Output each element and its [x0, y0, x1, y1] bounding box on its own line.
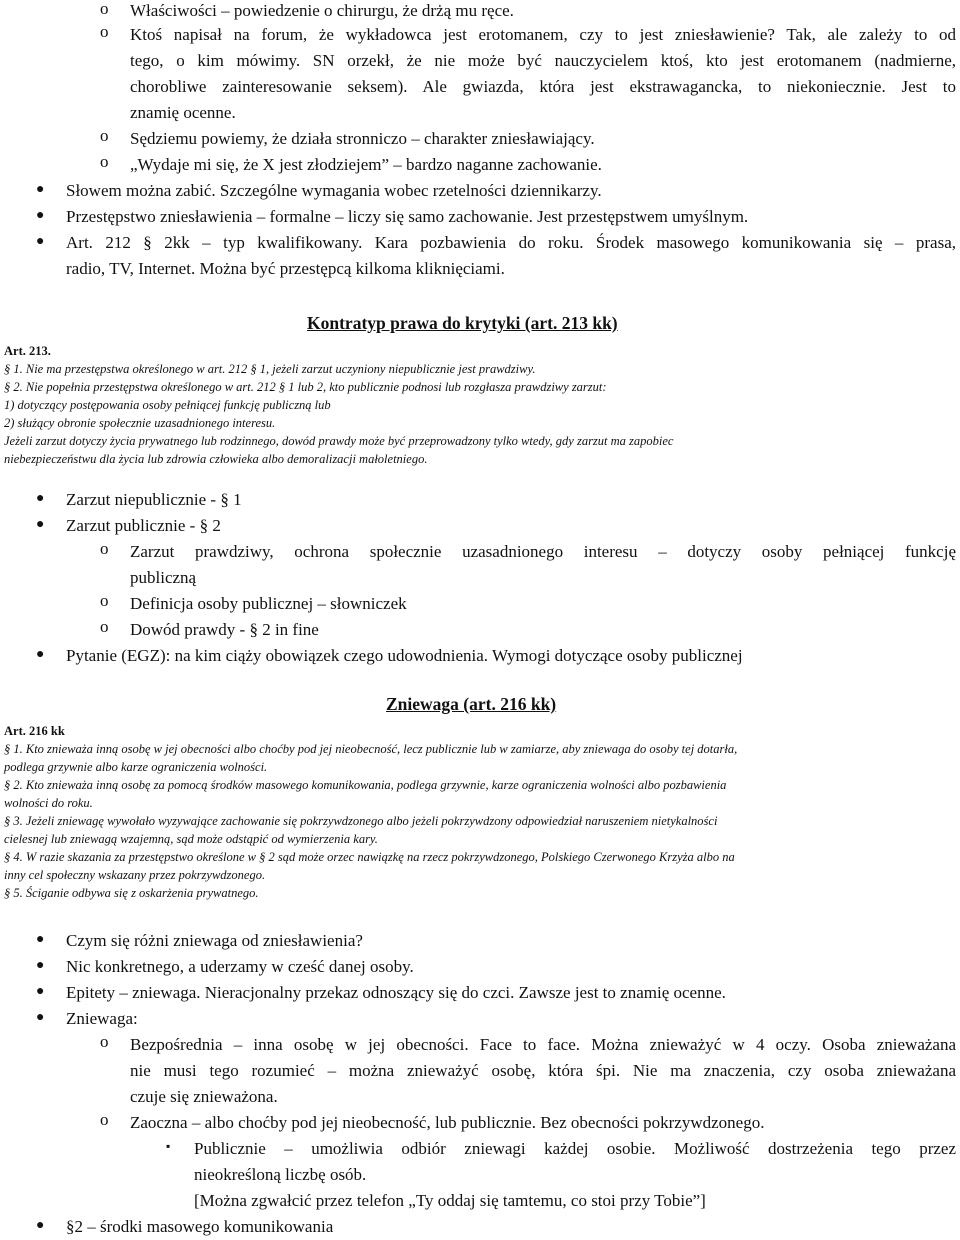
circle-bullet: o: [100, 126, 109, 145]
list-item: Zaoczna – albo choćby pod jej nieobecność, lub publicznie. Bez obecności pokrzywdzonego.: [130, 1113, 765, 1132]
circle-bullet: o: [100, 152, 109, 171]
statute-text: 2) służący obronie społecznie uzasadnionego interesu.: [4, 416, 276, 430]
statute-text: § 3. Jeżeli zniewagę wywołało wyzywające zachowanie się pokrzywdzonego albo jeżeli pokrzywdzony odpowiedział naruszeniem nietykalności: [4, 814, 718, 828]
statute-text: § 1. Kto znieważa inną osobę w jej obecności albo choćby pod jej nieobecność, lecz publicznie lub w zamiarze, aby zniewaga do osoby tej dotarła,: [4, 742, 738, 756]
list-item: Zarzut prawdziwy, ochrona społecznie uzasadnionego interesu – dotyczy osoby pełniącej funkcję: [130, 542, 956, 561]
circle-bullet: o: [100, 22, 109, 41]
list-item: Publicznie – umożliwia odbiór zniewagi każdej osobie. Możliwość dostrzeżenia tego przez: [194, 1139, 956, 1158]
bullet: ●: [36, 647, 45, 662]
statute-text: § 2. Kto znieważa inną osobę za pomocą środków masowego komunikowania, podlega grzywnie, karze ograniczenia wolności albo pozbawienia: [4, 778, 727, 792]
list-item-line: czuje się znieważona.: [130, 1087, 278, 1106]
list-item: Zniewaga:: [66, 1009, 138, 1028]
list-item-line: tego, o kim mówimy. SN orzekł, że nie może być nauczycielem ktoś, kto jest erotomanem (nadmierne,: [130, 51, 956, 70]
list-item: Właściwości – powiedzenie o chirurgu, że drżą mu ręce.: [130, 1, 514, 20]
bullet: ●: [36, 958, 45, 973]
list-item: Nic konkretnego, a uderzamy w cześć danej osoby.: [66, 957, 414, 976]
statute-text: cielesnej lub zniewagą wzajemną, sąd może odstąpić od wymierzenia kary.: [4, 832, 378, 846]
bullet: ●: [36, 984, 45, 999]
statute-text: inny cel społeczny wskazany przez pokrzywdzonego.: [4, 868, 266, 882]
circle-bullet: o: [100, 1110, 109, 1129]
bullet: ●: [36, 208, 45, 223]
list-item-line: [Można zgwałcić przez telefon „Ty oddaj się tamtemu, co stoi przy Tobie”]: [194, 1191, 706, 1210]
list-item-line: chorobliwe zainteresowanie seksem). Ale gwiazda, która jest ekstrawagancka, to niekoniecznie. Jest to: [130, 77, 956, 96]
statute-text: § 2. Nie popełnia przestępstwa określonego w art. 212 § 1 lub 2, kto publicznie podnosi lub rozgłasza prawdziwy zarzut:: [4, 380, 607, 394]
section-heading: Kontratyp prawa do krytyki (art. 213 kk): [307, 313, 618, 333]
statute-text: 1) dotyczący postępowania osoby pełniącej funkcję publiczną lub: [4, 398, 331, 412]
list-item-line: znamię ocenne.: [130, 103, 236, 122]
list-item: Słowem można zabić. Szczególne wymagania wobec rzetelności dziennikarzy.: [66, 181, 602, 200]
list-item: Ktoś napisał na forum, że wykładowca jest erotomanem, czy to jest zniesławienie? Tak, ale zależy to od: [130, 25, 956, 44]
statute-text: § 1. Nie ma przestępstwa określonego w art. 212 § 1, jeżeli zarzut uczyniony niepublicznie jest prawdziwy.: [4, 362, 536, 376]
section-heading: Zniewaga (art. 216 kk): [386, 694, 557, 714]
list-item: Zarzut publicznie - § 2: [66, 516, 221, 535]
list-item-line: publiczną: [130, 568, 197, 587]
list-item: Sędziemu powiemy, że działa stronniczo – charakter zniesławiający.: [130, 129, 595, 148]
bullet: ●: [36, 932, 45, 947]
circle-bullet: o: [100, 617, 109, 636]
list-item: „Wydaje mi się, że X jest złodziejem” – bardzo naganne zachowanie.: [130, 155, 602, 174]
list-item: Zarzut niepublicznie - § 1: [66, 490, 242, 509]
list-item-line: nie musi tego rozumieć – można znieważyć osobę, która śpi. Nie ma znaczenia, czy osoba znieważana: [130, 1061, 956, 1080]
article-label: Art. 216 kk: [4, 724, 65, 738]
circle-bullet: o: [100, 1032, 109, 1051]
list-item: Art. 212 § 2kk – typ kwalifikowany. Kara pozbawienia do roku. Środek masowego komunikowania się – prasa,: [66, 233, 956, 252]
circle-bullet: o: [100, 591, 109, 610]
statute-text: wolności do roku.: [4, 796, 93, 810]
list-item: Pytanie (EGZ): na kim ciąży obowiązek czego udowodnienia. Wymogi dotyczące osoby publicznej: [66, 646, 743, 665]
statute-text: podlega grzywnie albo karze ograniczenia wolności.: [4, 760, 268, 774]
list-item-line: nieokreśloną liczbę osób.: [194, 1165, 367, 1184]
bullet: ●: [36, 1010, 45, 1025]
statute-text: niebezpieczeństwu dla życia lub zdrowia człowieka albo demoralizacji małoletniego.: [4, 452, 428, 466]
statute-text: § 5. Ściganie odbywa się z oskarżenia prywatnego.: [4, 886, 259, 900]
circle-bullet: o: [100, 539, 109, 558]
statute-text: Jeżeli zarzut dotyczy życia prywatnego lub rodzinnego, dowód prawdy może być przeprowadzony tylko wtedy, gdy zarzut ma zapobiec: [4, 434, 674, 448]
list-item: Epitety – zniewaga. Nieracjonalny przekaz odnoszący się do czci. Zawsze jest to znamię ocenne.: [66, 983, 726, 1002]
list-item: Dowód prawdy - § 2 in fine: [130, 620, 319, 639]
circle-bullet: o: [100, 0, 109, 18]
bullet: ●: [36, 1218, 45, 1233]
square-bullet: ▪: [166, 1139, 171, 1153]
bullet: ●: [36, 234, 45, 249]
article-label: Art. 213.: [4, 344, 51, 358]
statute-text: § 4. W razie skazania za przestępstwo określone w § 2 sąd może orzec nawiązkę na rzecz pokrzywdzonego, Polskiego Czerwonego Krzyża albo na: [4, 850, 735, 864]
list-item: Definicja osoby publicznej – słowniczek: [130, 594, 407, 613]
list-item: Przestępstwo zniesławienia – formalne – liczy się samo zachowanie. Jest przestępstwem umyślnym.: [66, 207, 749, 226]
list-item: Bezpośrednia – inna osobę w jej obecności. Face to face. Można znieważyć w 4 oczy. Osoba znieważana: [130, 1035, 956, 1054]
bullet: ●: [36, 182, 45, 197]
list-item: Czym się różni zniewaga od zniesławienia?: [66, 931, 363, 950]
list-item-line: radio, TV, Internet. Można być przestępcą kilkoma kliknięciami.: [66, 259, 505, 278]
bullet: ●: [36, 517, 45, 532]
list-item: §2 – środki masowego komunikowania: [66, 1217, 334, 1236]
bullet: ●: [36, 491, 45, 506]
